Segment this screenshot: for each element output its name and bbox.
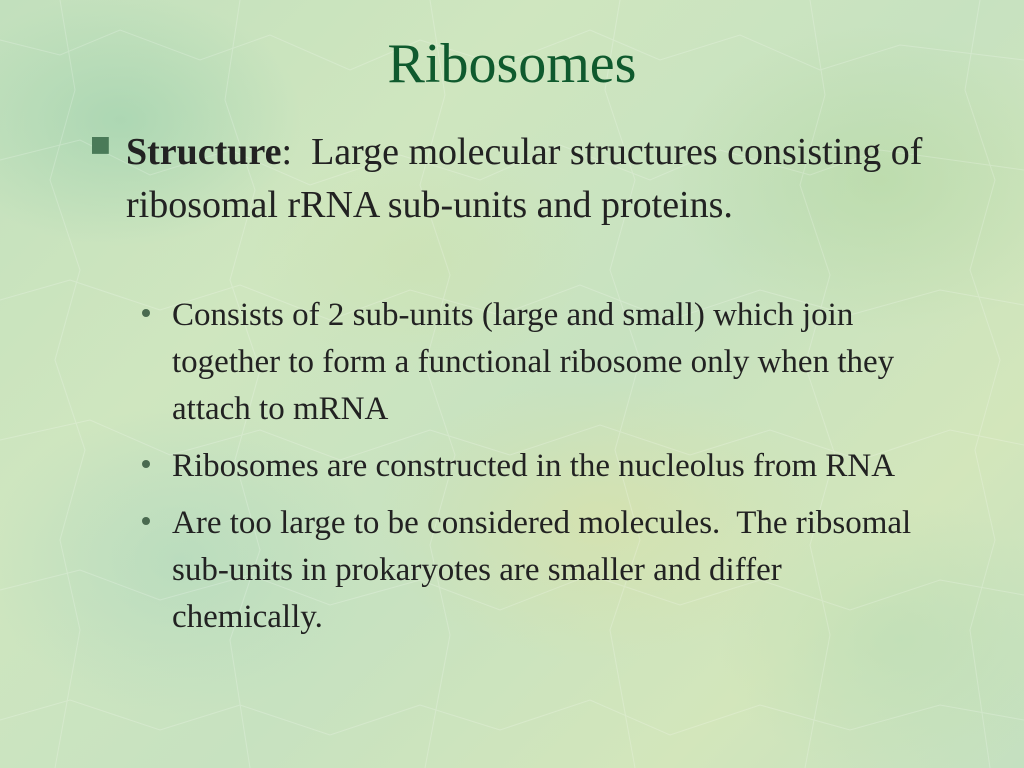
main-bullet-text <box>126 126 950 232</box>
sub-bullet-text: Ribosomes are constructed in the nucleolus from RNA <box>172 448 896 484</box>
list-item <box>140 500 940 641</box>
main-bullet <box>90 126 950 232</box>
square-bullet-icon: ■ <box>90 132 111 157</box>
list-item <box>140 443 940 490</box>
sub-bullet-text: Consists of 2 sub-units (large and small) which join together to form a functional ribosome only when they attach to mRNA <box>172 297 895 427</box>
main-bullet-body: Large molecular structures consisting of ribosomal rRNA sub-units and proteins. <box>126 131 932 226</box>
round-bullet-icon <box>142 517 150 525</box>
sub-bullet-list <box>140 292 940 651</box>
slide-title: Ribosomes <box>387 33 637 95</box>
main-bullet-separator: : <box>281 131 293 173</box>
list-item <box>140 292 940 433</box>
sub-bullet-text: Are too large to be considered molecules. The ribsomal sub-units in prokaryotes are smaller and differ chemically. <box>172 505 920 635</box>
round-bullet-icon <box>142 460 150 468</box>
main-bullet-term: Structure <box>126 131 282 173</box>
round-bullet-icon <box>142 309 150 317</box>
